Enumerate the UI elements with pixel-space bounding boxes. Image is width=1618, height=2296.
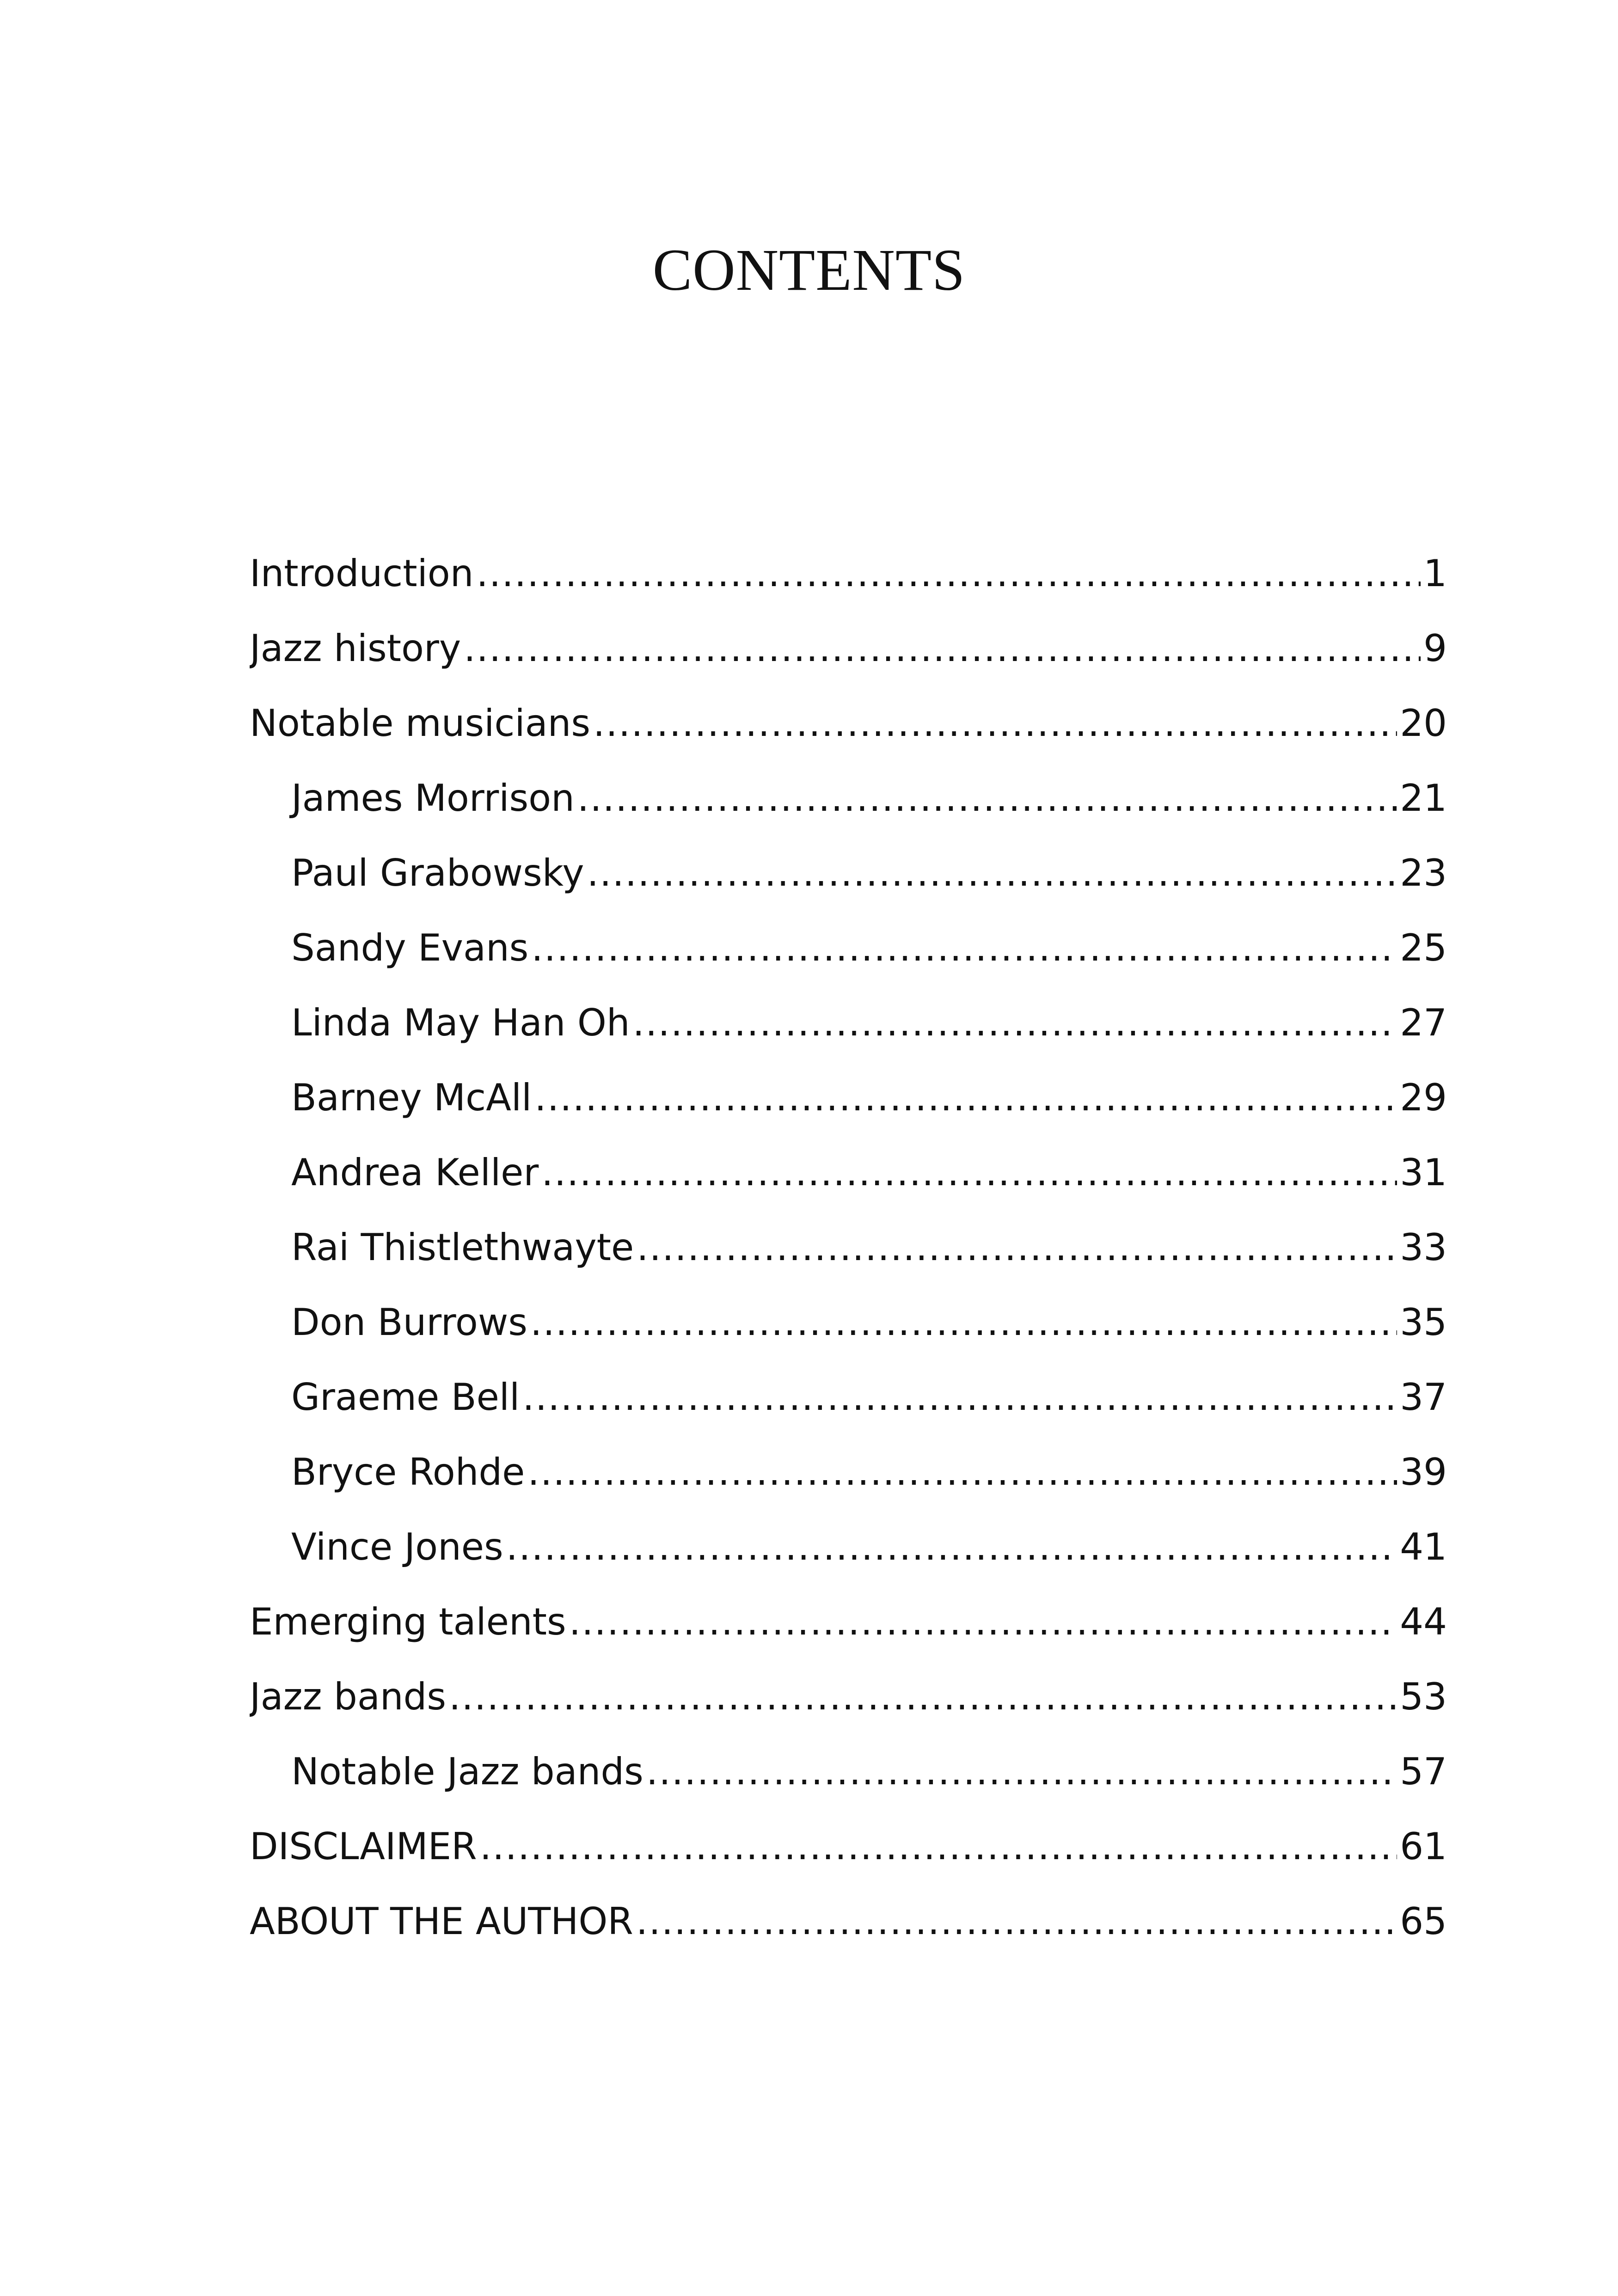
toc-entry[interactable] — [250, 761, 1447, 836]
toc-dot-leader — [637, 1210, 1397, 1285]
toc-entry[interactable] — [250, 1659, 1447, 1734]
toc-entry-label: ABOUT THE AUTHOR — [250, 1900, 633, 1943]
toc-dot-leader — [449, 1659, 1397, 1734]
toc-entry[interactable] — [250, 1510, 1447, 1585]
toc-dot-leader — [541, 1135, 1397, 1210]
toc-entry-label: James Morrison — [291, 777, 575, 820]
toc-entry-label: Vince Jones — [291, 1525, 503, 1568]
toc-page-number: 29 — [1400, 1076, 1447, 1119]
toc-page-number: 53 — [1400, 1675, 1447, 1718]
toc-dot-leader — [476, 536, 1421, 611]
toc-page-number: 31 — [1400, 1151, 1447, 1194]
toc-dot-leader — [569, 1585, 1397, 1659]
toc-entry[interactable] — [250, 836, 1447, 911]
toc-entry[interactable] — [250, 1809, 1447, 1884]
toc-entry-label: Don Burrows — [291, 1301, 527, 1344]
toc-entry-label: Linda May Han Oh — [291, 1001, 630, 1044]
toc-dot-leader — [464, 611, 1421, 686]
toc-dot-leader — [577, 761, 1397, 836]
toc-entry-label: Jazz bands — [250, 1675, 446, 1718]
toc-entry-label: DISCLAIMER — [250, 1825, 477, 1868]
toc-entry[interactable] — [250, 536, 1447, 611]
toc-page-number: 33 — [1400, 1226, 1447, 1269]
toc-entry[interactable] — [250, 611, 1447, 686]
toc-page-number: 9 — [1423, 627, 1447, 670]
toc-entry[interactable] — [250, 1734, 1447, 1809]
toc-dot-leader — [506, 1510, 1397, 1585]
toc-entry[interactable] — [250, 1360, 1447, 1435]
toc-entry[interactable] — [250, 686, 1447, 761]
toc-page-number: 61 — [1400, 1825, 1447, 1868]
toc-dot-leader — [522, 1360, 1397, 1435]
toc-dot-leader — [636, 1884, 1397, 1959]
toc-page-number: 39 — [1400, 1451, 1447, 1494]
table-of-contents — [250, 536, 1447, 1959]
page-title: CONTENTS — [652, 237, 966, 303]
toc-page-number: 41 — [1400, 1525, 1447, 1568]
toc-entry[interactable] — [250, 1285, 1447, 1360]
toc-page-number: 44 — [1400, 1600, 1447, 1643]
toc-entry[interactable] — [250, 911, 1447, 986]
toc-page-number: 20 — [1400, 702, 1447, 745]
toc-page-number: 65 — [1400, 1900, 1447, 1943]
toc-dot-leader — [527, 1435, 1397, 1510]
toc-page-number: 1 — [1423, 552, 1447, 595]
toc-dot-leader — [480, 1809, 1397, 1884]
toc-entry-label: Emerging talents — [250, 1600, 566, 1643]
toc-entry-label: Bryce Rohde — [291, 1451, 525, 1494]
toc-page-number: 25 — [1400, 926, 1447, 969]
toc-entry-label: Graeme Bell — [291, 1376, 520, 1419]
toc-entry-label: Andrea Keller — [291, 1151, 539, 1194]
toc-entry[interactable] — [250, 1210, 1447, 1285]
toc-entry[interactable] — [250, 1585, 1447, 1659]
toc-entry-label: Jazz history — [250, 627, 461, 670]
toc-entry-label: Rai Thistlethwayte — [291, 1226, 634, 1269]
toc-page-number: 27 — [1400, 1001, 1447, 1044]
toc-entry-label: Notable Jazz bands — [291, 1750, 644, 1793]
toc-page-number: 23 — [1400, 851, 1447, 894]
toc-dot-leader — [593, 686, 1397, 761]
toc-page-number: 57 — [1400, 1750, 1447, 1793]
toc-entry-label: Introduction — [250, 552, 474, 595]
toc-dot-leader — [531, 911, 1397, 986]
toc-entry[interactable] — [250, 1435, 1447, 1510]
toc-dot-leader — [633, 986, 1397, 1060]
toc-page-number: 35 — [1400, 1301, 1447, 1344]
toc-dot-leader — [646, 1734, 1397, 1809]
toc-dot-leader — [530, 1285, 1397, 1360]
toc-entry[interactable] — [250, 1884, 1447, 1959]
toc-entry[interactable] — [250, 1135, 1447, 1210]
toc-entry-label: Sandy Evans — [291, 926, 529, 969]
toc-page-number: 37 — [1400, 1376, 1447, 1419]
toc-dot-leader — [534, 1060, 1397, 1135]
toc-entry-label: Notable musicians — [250, 702, 590, 745]
toc-page-number: 21 — [1400, 777, 1447, 820]
toc-entry-label: Paul Grabowsky — [291, 851, 584, 894]
toc-entry-label: Barney McAll — [291, 1076, 532, 1119]
toc-entry[interactable] — [250, 986, 1447, 1060]
toc-dot-leader — [587, 836, 1397, 911]
toc-entry[interactable] — [250, 1060, 1447, 1135]
